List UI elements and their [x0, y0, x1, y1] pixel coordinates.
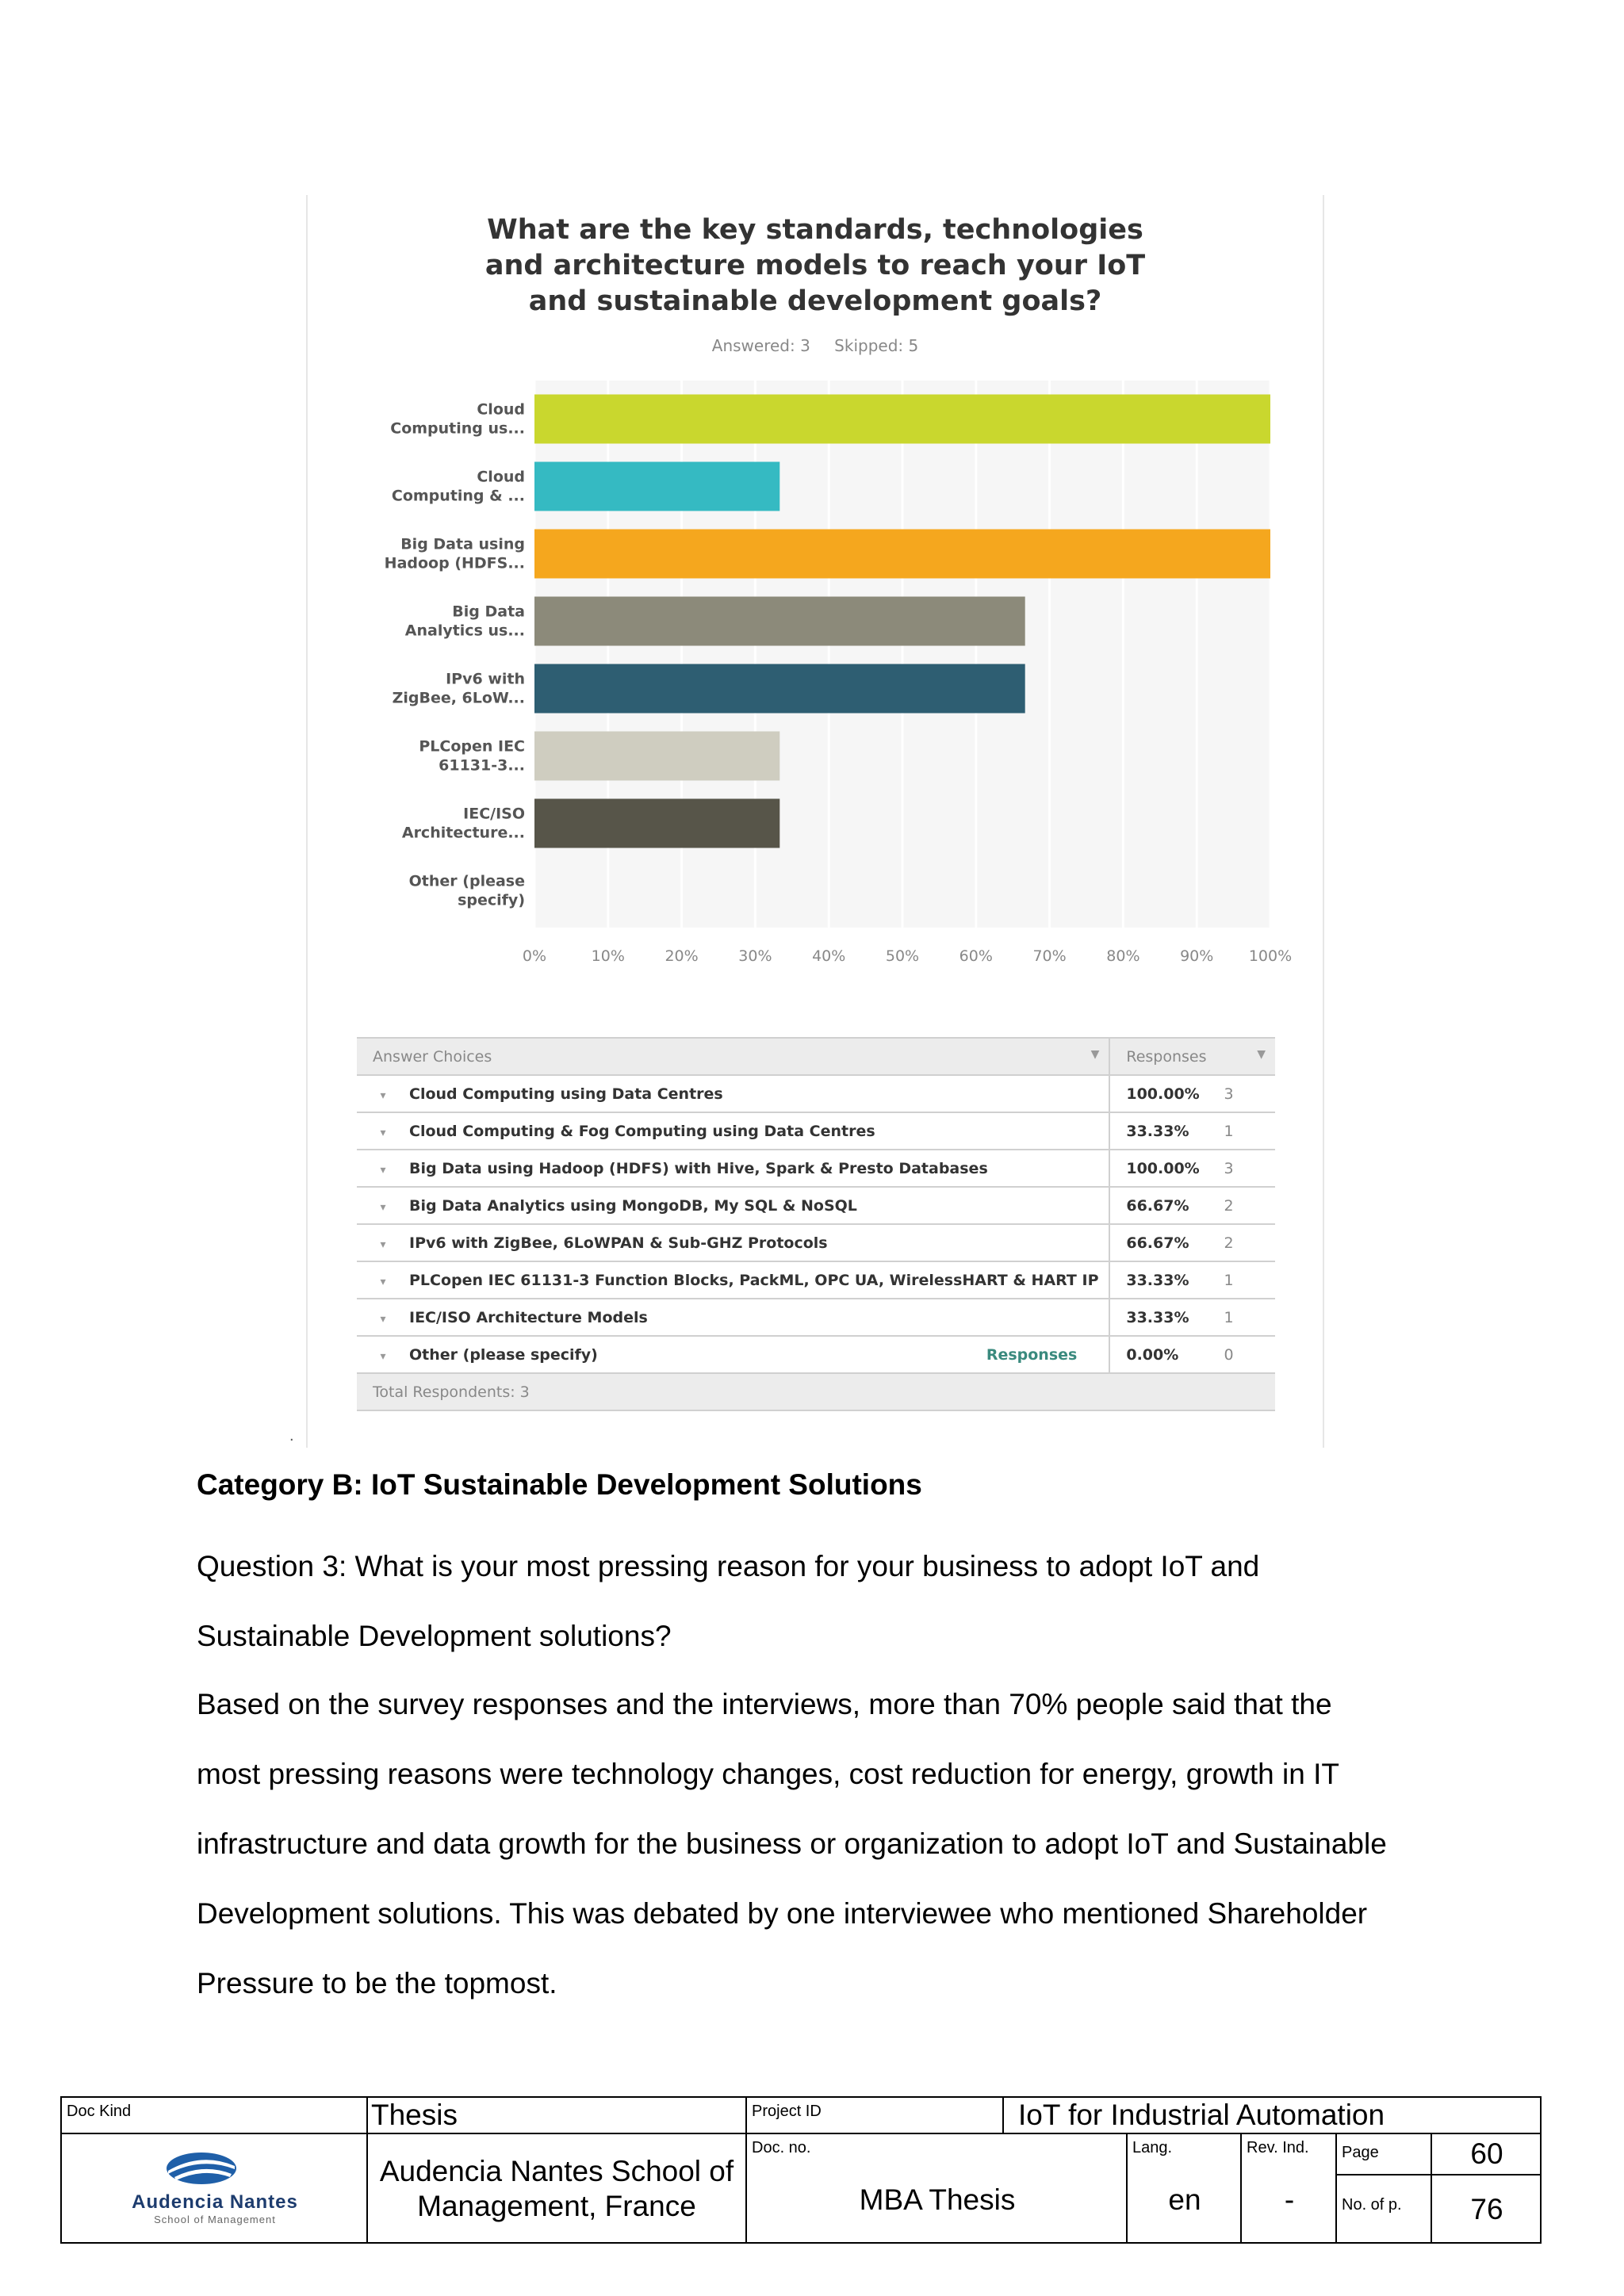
bar	[534, 799, 779, 848]
expand-caret-icon[interactable]: ▾	[380, 1200, 386, 1214]
table-row	[357, 1336, 1275, 1373]
doc-kind-label-cell	[62, 2098, 368, 2134]
answer-choice-cell	[357, 1299, 1109, 1336]
category-label: Architecture...	[401, 824, 525, 842]
response-count: 2	[1221, 1187, 1275, 1224]
organization-cell	[368, 2134, 747, 2244]
response-percent: 0.00%	[1109, 1336, 1220, 1373]
answer-choices-header[interactable]	[357, 1038, 1109, 1075]
rev-label: Rev. Ind.	[1247, 2139, 1309, 2156]
logo-cell	[62, 2134, 368, 2244]
sort-caret-icon[interactable]: ▼	[1257, 1047, 1266, 1061]
audencia-logo-icon	[163, 2150, 239, 2187]
responses-header[interactable]	[1109, 1038, 1275, 1075]
x-tick-label: 30%	[738, 947, 772, 965]
text-line: Development solutions. This was debated by one interviewee who mentioned Shareholder	[197, 1897, 1368, 1930]
doc-kind-label: Doc Kind	[67, 2103, 132, 2120]
figure-title-line: and architecture models to reach your IoT	[485, 250, 1146, 281]
table-footer-row	[357, 1373, 1275, 1410]
expand-caret-icon[interactable]: ▾	[380, 1126, 386, 1139]
page-count-label: No. of p.	[1337, 2175, 1432, 2244]
question-paragraph	[197, 1532, 1434, 1671]
expand-caret-icon[interactable]: ▾	[380, 1349, 386, 1363]
rev-cell	[1242, 2134, 1337, 2244]
bar	[534, 395, 1270, 444]
lang-cell	[1128, 2134, 1242, 2244]
text-line: Based on the survey responses and the interviews, more than 70% people said that the	[197, 1688, 1332, 1720]
logo-name: Audencia Nantes	[132, 2191, 298, 2213]
answer-choice-label: IEC/ISO Architecture Models	[409, 1308, 648, 1326]
survey-figure	[306, 195, 1324, 1448]
response-percent: 100.00%	[1109, 1075, 1220, 1112]
other-responses-link[interactable]: Responses	[986, 1345, 1078, 1364]
stray-dot: .	[289, 1427, 294, 1445]
response-percent: 33.33%	[1109, 1112, 1220, 1150]
category-label: IEC/ISO	[463, 805, 525, 823]
table-row	[357, 1224, 1275, 1261]
responses-header-label: Responses	[1126, 1047, 1207, 1066]
category-label: Big Data	[452, 603, 525, 621]
figure-title-line: and sustainable development goals?	[528, 285, 1102, 317]
x-tick-label: 70%	[1032, 947, 1067, 965]
answer-choice-label: Other (please specify)	[409, 1345, 598, 1364]
table-row	[357, 1299, 1275, 1336]
category-label: Cloud	[477, 468, 525, 486]
answer-choice-label: PLCopen IEC 61131-3 Function Blocks, PackML, OPC UA, WirelessHART & HART IP	[409, 1271, 1099, 1289]
table-header-row	[357, 1038, 1275, 1075]
table-row	[357, 1187, 1275, 1224]
expand-caret-icon[interactable]: ▾	[380, 1312, 386, 1326]
category-label: PLCopen IEC	[419, 737, 525, 756]
response-count: 1	[1221, 1112, 1275, 1150]
x-tick-label: 20%	[665, 947, 699, 965]
answer-choice-cell	[357, 1224, 1109, 1261]
sort-caret-icon[interactable]: ▼	[1090, 1047, 1100, 1061]
response-percent: 100.00%	[1109, 1150, 1220, 1187]
category-label: IPv6 with	[446, 670, 525, 688]
text-line: infrastructure and data growth for the business or organization to adopt IoT and Sustainable	[197, 1827, 1387, 1860]
table-row	[357, 1112, 1275, 1150]
table-row	[357, 1150, 1275, 1187]
category-label: ZigBee, 6LoW...	[392, 689, 525, 707]
category-label: specify)	[458, 891, 525, 909]
skipped-count: Skipped: 5	[834, 336, 919, 355]
answer-choice-label: Cloud Computing & Fog Computing using Data Centres	[409, 1122, 875, 1140]
x-tick-label: 100%	[1248, 947, 1293, 965]
table-row	[357, 1261, 1275, 1299]
category-label: Hadoop (HDFS...	[384, 554, 525, 572]
response-percent: 66.67%	[1109, 1187, 1220, 1224]
category-label: Big Data using	[400, 535, 525, 553]
category-label: Computing & ...	[391, 487, 525, 505]
doc-no-value: MBA Thesis	[859, 2183, 1016, 2216]
bar	[534, 462, 779, 511]
text-line: Question 3: What is your most pressing reason for your business to adopt IoT and	[197, 1550, 1260, 1582]
answer-choice-cell	[357, 1336, 1109, 1373]
doc-no-label: Doc. no.	[752, 2139, 811, 2156]
category-label: Analytics us...	[404, 622, 525, 640]
bar	[534, 597, 1025, 646]
answer-choice-label: Cloud Computing using Data Centres	[409, 1085, 723, 1103]
doc-no-cell	[747, 2134, 1128, 2244]
x-tick-label: 40%	[812, 947, 846, 965]
x-tick-label: 10%	[591, 947, 625, 965]
answer-choice-cell	[357, 1150, 1109, 1187]
responses-table	[357, 1037, 1275, 1411]
category-label: Computing us...	[390, 419, 525, 438]
logo-subtitle: School of Management	[154, 2214, 276, 2225]
expand-caret-icon[interactable]: ▾	[380, 1089, 386, 1102]
answer-choices-header-label: Answer Choices	[373, 1047, 492, 1066]
category-label: Cloud	[477, 400, 525, 419]
response-percent: 66.67%	[1109, 1224, 1220, 1261]
answer-choice-cell	[357, 1075, 1109, 1112]
project-id-value: IoT for Industrial Automation	[1004, 2098, 1542, 2134]
expand-caret-icon[interactable]: ▾	[380, 1275, 386, 1288]
figure-title	[308, 212, 1323, 320]
response-count: 3	[1221, 1075, 1275, 1112]
table-row	[357, 1075, 1275, 1112]
bar	[534, 732, 779, 781]
response-count: 1	[1221, 1261, 1275, 1299]
answer-choice-label: Big Data Analytics using MongoDB, My SQL & NoSQL	[409, 1196, 857, 1215]
lang-value: en	[1168, 2183, 1201, 2216]
x-tick-label: 50%	[885, 947, 920, 965]
page-value: 60	[1432, 2134, 1542, 2175]
response-count: 0	[1221, 1336, 1275, 1373]
response-percent: 33.33%	[1109, 1261, 1220, 1299]
document-footer	[60, 2096, 1542, 2244]
doc-kind-value: Thesis	[368, 2098, 747, 2134]
answer-choice-cell	[357, 1261, 1109, 1299]
organization-line: Audencia Nantes School of	[379, 2155, 734, 2187]
text-line: Sustainable Development solutions?	[197, 1620, 672, 1652]
expand-caret-icon[interactable]: ▾	[380, 1163, 386, 1177]
answer-choice-cell	[357, 1112, 1109, 1150]
answer-paragraph	[197, 1670, 1434, 2019]
answer-choice-label: IPv6 with ZigBee, 6LoWPAN & Sub-GHZ Protocols	[409, 1234, 828, 1252]
page-label: Page	[1337, 2134, 1432, 2175]
bar	[534, 530, 1270, 579]
section-heading: Category B: IoT Sustainable Development Solutions	[197, 1468, 922, 1501]
category-label: Other (please	[408, 872, 525, 890]
answer-choice-cell	[357, 1187, 1109, 1224]
response-count: 3	[1221, 1150, 1275, 1187]
text-line: most pressing reasons were technology changes, cost reduction for energy, growth in IT	[197, 1758, 1339, 1790]
bar-chart	[308, 377, 1323, 1020]
x-tick-label: 80%	[1106, 947, 1140, 965]
project-id-label: Project ID	[747, 2098, 1004, 2134]
category-label: 61131-3...	[439, 756, 525, 775]
x-tick-label: 90%	[1180, 947, 1214, 965]
text-line: Pressure to be the topmost.	[197, 1967, 557, 1999]
answered-count: Answered: 3	[711, 336, 810, 355]
page-count-value: 76	[1470, 2193, 1503, 2225]
x-tick-label: 0%	[522, 947, 547, 965]
rev-value: -	[1284, 2183, 1295, 2216]
response-percent: 33.33%	[1109, 1299, 1220, 1336]
total-respondents: Total Respondents: 3	[357, 1373, 1275, 1410]
response-count: 2	[1221, 1224, 1275, 1261]
organization-line: Management, France	[417, 2190, 696, 2222]
expand-caret-icon[interactable]: ▾	[380, 1238, 386, 1251]
x-tick-label: 60%	[959, 947, 993, 965]
bar	[534, 664, 1025, 714]
lang-label: Lang.	[1132, 2139, 1173, 2156]
figure-title-line: What are the key standards, technologies	[487, 214, 1143, 246]
figure-stats	[308, 336, 1323, 355]
response-count: 1	[1221, 1299, 1275, 1336]
answer-choice-label: Big Data using Hadoop (HDFS) with Hive, Spark & Presto Databases	[409, 1159, 988, 1177]
